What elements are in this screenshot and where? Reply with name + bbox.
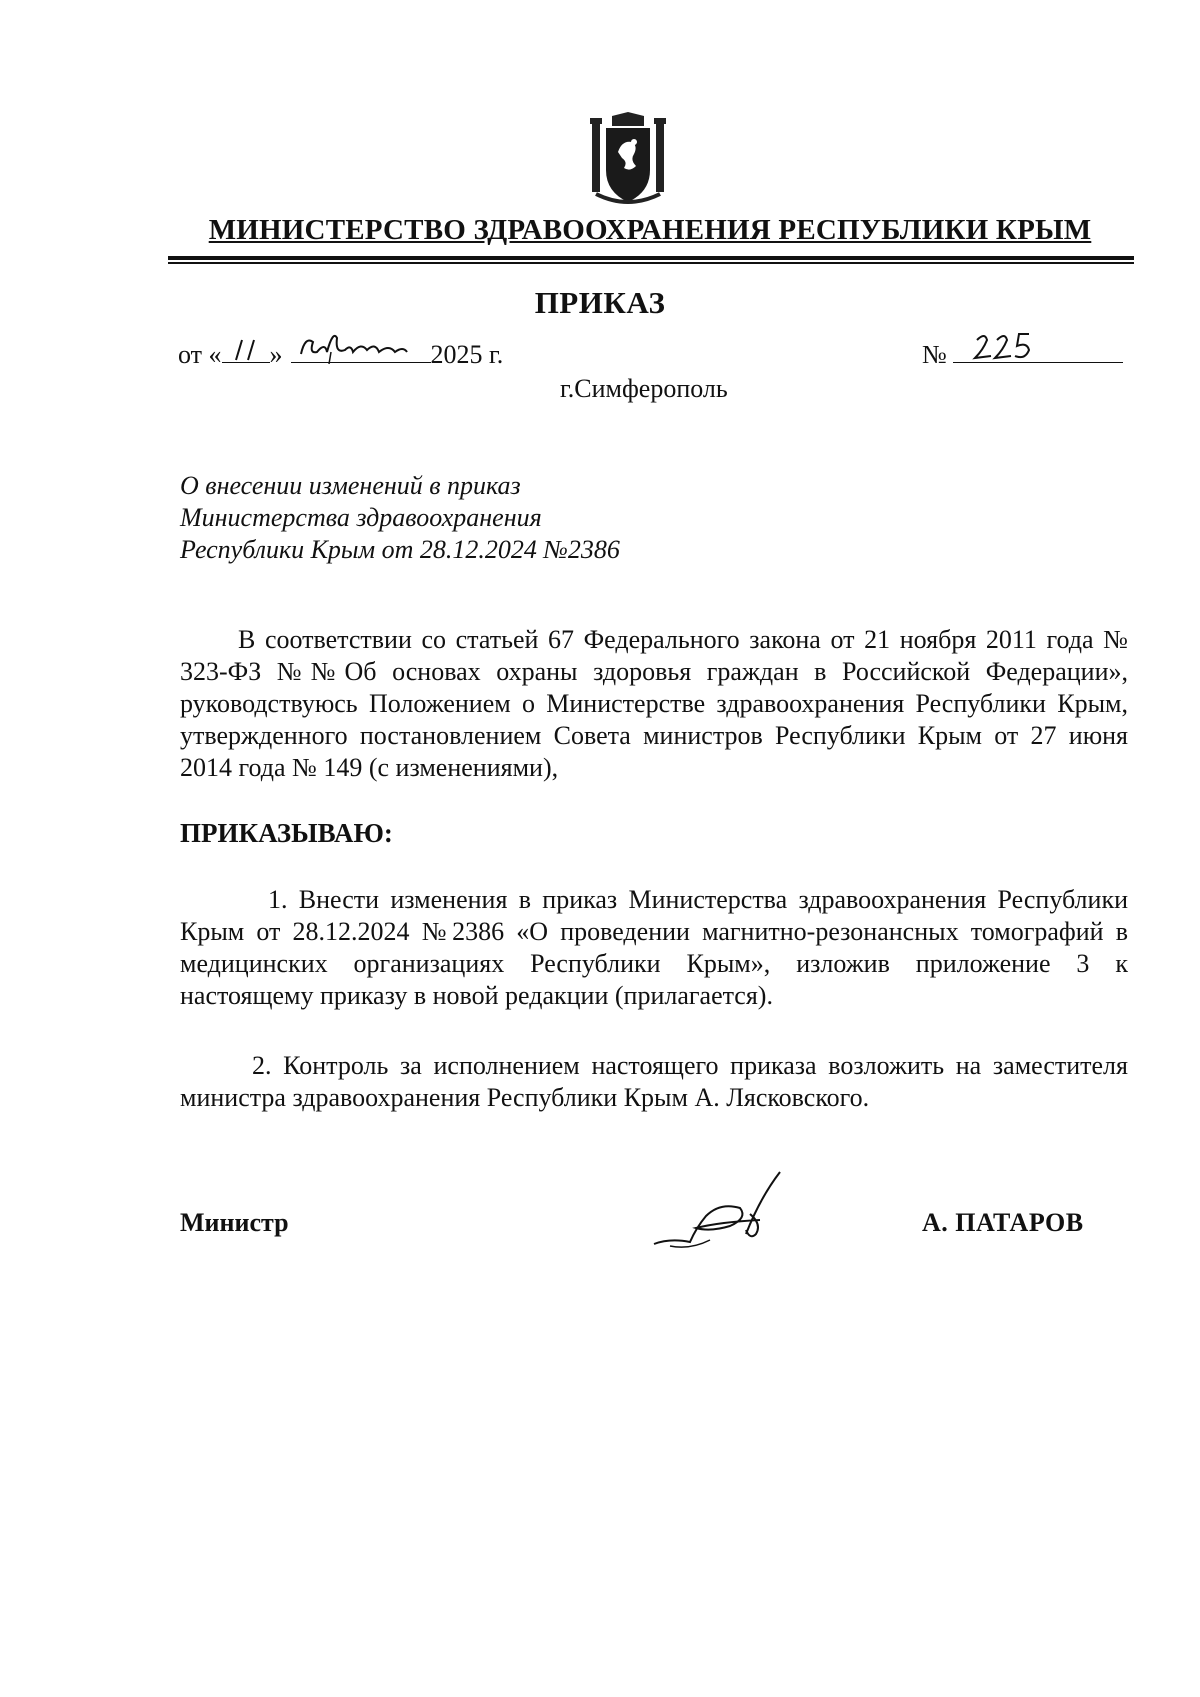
ministry-name: МИНИСТЕРСТВО ЗДРАВООХРАНЕНИЯ РЕСПУБЛИКИ КРЫМ	[208, 214, 1092, 246]
date-day-field	[222, 362, 270, 363]
handwritten-day	[222, 334, 270, 364]
preamble-paragraph: В соответствии со статьей 67 Федерального закона от 21 ноября 2011 года № 323-ФЗ №№Об основах охраны здоровья граждан в Российской Федерации», руководствуюсь Положением о Министерстве здравоохранения Республики Крым, утвержденного постановлением Совета министров Республики Крым от 27 июня 2014 года № 149 (с изменениями),	[180, 625, 1128, 782]
subject-line: Министерства здравоохранения	[180, 503, 542, 532]
subject-line: О внесении изменений в приказ	[180, 471, 521, 500]
order-subject	[180, 470, 620, 566]
number-field	[953, 362, 1123, 363]
crimea-emblem-icon	[588, 112, 668, 210]
document-title: ПРИКАЗ	[534, 285, 666, 320]
date-year: 2025 г.	[430, 340, 504, 369]
header-rule-thin	[168, 262, 1134, 264]
subject-line: Республики Крым от 28.12.2024 №2386	[180, 535, 620, 564]
order-number	[922, 340, 1123, 370]
signatory-name: А. ПАТАРОВ	[922, 1208, 1084, 1237]
date-month-field	[291, 362, 431, 363]
order-item-2: 2. Контроль за исполнением настоящего приказа возложить на заместителя министра здравоохранения Республики Крым А. Лясковского.	[180, 1051, 1128, 1112]
order-date	[178, 340, 503, 370]
number-prefix: №	[922, 340, 947, 369]
order-word: ПРИКАЗЫВАЮ:	[180, 818, 393, 848]
handwritten-month	[291, 324, 431, 364]
date-prefix: от «	[178, 340, 222, 369]
date-mid: »	[269, 340, 283, 369]
city: г.Симферополь	[560, 374, 728, 403]
handwritten-number	[953, 330, 1073, 364]
header-rule-thick	[168, 256, 1134, 260]
signatory-position: Министр	[180, 1208, 289, 1237]
order-item-1: 1. Внести изменения в приказ Министерства здравоохранения Республики Крым от 28.12.2024 №2386 «О проведении магнитно-резонансных томографий в медицинских организациях Республики Крым», изложив приложение 3 к настоящему приказу в новой редакции (прилагается).	[180, 885, 1128, 1010]
handwritten-signature	[650, 1168, 800, 1258]
